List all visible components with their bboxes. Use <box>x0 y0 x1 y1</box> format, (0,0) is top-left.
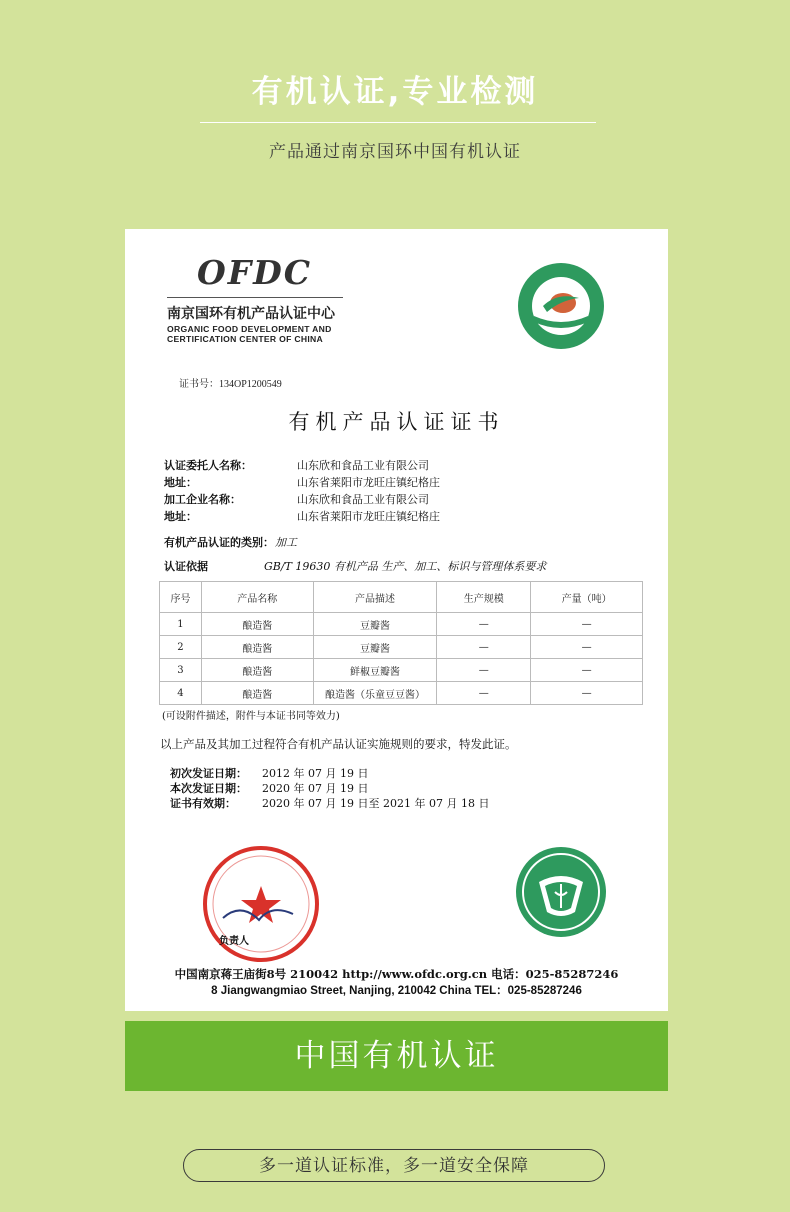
table-cell: 酿造酱 <box>201 682 313 705</box>
address1-value: 山东省莱阳市龙旺庄镇纪格庄 <box>297 476 440 489</box>
table-cell: 酿造酱 <box>201 636 313 659</box>
table-row <box>160 682 643 705</box>
china-organic-product-logo-icon <box>517 262 605 350</box>
col-header: 产品描述 <box>313 582 437 613</box>
table-cell: — <box>531 682 643 705</box>
org-name-en-line1: ORGANIC FOOD DEVELOPMENT AND <box>167 324 332 334</box>
china-organic-banner: 中国有机认证 <box>125 1021 668 1091</box>
table-cell: 酿造酱（乐童豆豆酱） <box>313 682 437 705</box>
first-issue-value: 2012 年 07 月 19 日 <box>262 767 369 780</box>
org-name-cn: 南京国环有机产品认证中心 <box>167 306 335 322</box>
address1-label: 地址： <box>164 476 197 489</box>
processor-value: 山东欣和食品工业有限公司 <box>297 493 429 506</box>
processor-label: 加工企业名称： <box>164 493 241 506</box>
table-header-row <box>160 582 643 613</box>
table-cell: — <box>437 682 531 705</box>
ofdc-logo: OFDC <box>197 253 313 292</box>
attachment-note: (可设附件描述，附件与本证书同等效力) <box>162 711 340 722</box>
col-header: 产量（吨） <box>531 582 643 613</box>
certificate-number: 证书号：134OP1200549 <box>179 379 282 390</box>
certificate-footer-en: 8 Jiangwangmiao Street, Nanjing, 210042 China TEL：025-85287246 <box>211 985 582 997</box>
col-header: 生产规模 <box>437 582 531 613</box>
category-label: 有机产品认证的类别： <box>164 536 274 549</box>
current-issue-value: 2020 年 07 月 19 日 <box>262 782 369 795</box>
first-issue-label: 初次发证日期： <box>170 767 247 780</box>
table-row <box>160 613 643 636</box>
validity-label: 证书有效期： <box>170 797 236 810</box>
table-cell: 4 <box>160 682 202 705</box>
org-name-en-line2: CERTIFICATION CENTER OF CHINA <box>167 334 324 344</box>
product-table <box>159 581 643 705</box>
table-row <box>160 659 643 682</box>
table-cell: 3 <box>160 659 202 682</box>
col-header: 序号 <box>160 582 202 613</box>
table-cell: — <box>531 636 643 659</box>
certificate-image <box>125 229 668 1011</box>
table-cell: — <box>437 613 531 636</box>
headline-divider <box>200 122 596 123</box>
page-subheadline: 产品通过南京国环中国有机认证 <box>269 142 521 162</box>
certificate-footer-cn: 中国南京蒋王庙街8号 210042 http://www.ofdc.org.cn 电话：025-85287246 <box>174 967 619 981</box>
table-cell: 2 <box>160 636 202 659</box>
table-cell: 豆瓣酱 <box>313 636 437 659</box>
table-cell: — <box>437 659 531 682</box>
page-headline: 有机认证,专业检测 <box>251 74 539 110</box>
table-cell: 1 <box>160 613 202 636</box>
table-cell: 酿造酱 <box>201 659 313 682</box>
address2-value: 山东省莱阳市龙旺庄镇纪格庄 <box>297 510 440 523</box>
client-label: 认证委托人名称： <box>164 459 252 472</box>
slogan-pill: 多一道认证标准，多一道安全保障 <box>183 1149 605 1182</box>
signer-label: 负责人 <box>219 936 249 947</box>
table-cell: — <box>531 659 643 682</box>
address2-label: 地址： <box>164 510 197 523</box>
category-value: 加工 <box>275 536 297 549</box>
table-row <box>160 636 643 659</box>
current-issue-label: 本次发证日期： <box>170 782 247 795</box>
table-cell: — <box>437 636 531 659</box>
certificate-statement: 以上产品及其加工过程符合有机产品认证实施规则的要求，特发此证。 <box>160 737 517 751</box>
table-cell: 鲜椒豆瓣酱 <box>313 659 437 682</box>
table-cell: 豆瓣酱 <box>313 613 437 636</box>
col-header: 产品名称 <box>201 582 313 613</box>
logo-divider <box>167 297 343 298</box>
organic-certification-logo-icon <box>515 846 607 938</box>
basis-value: GB/T 19630 有机产品 生产、加工、标识与管理体系要求 <box>264 560 547 573</box>
validity-value: 2020 年 07 月 19 日至 2021 年 07 月 18 日 <box>262 797 490 810</box>
table-cell: 酿造酱 <box>201 613 313 636</box>
basis-label: 认证依据 <box>164 560 208 573</box>
certificate-title: 有机产品认证证书 <box>288 410 505 434</box>
client-value: 山东欣和食品工业有限公司 <box>297 459 429 472</box>
table-cell: — <box>531 613 643 636</box>
